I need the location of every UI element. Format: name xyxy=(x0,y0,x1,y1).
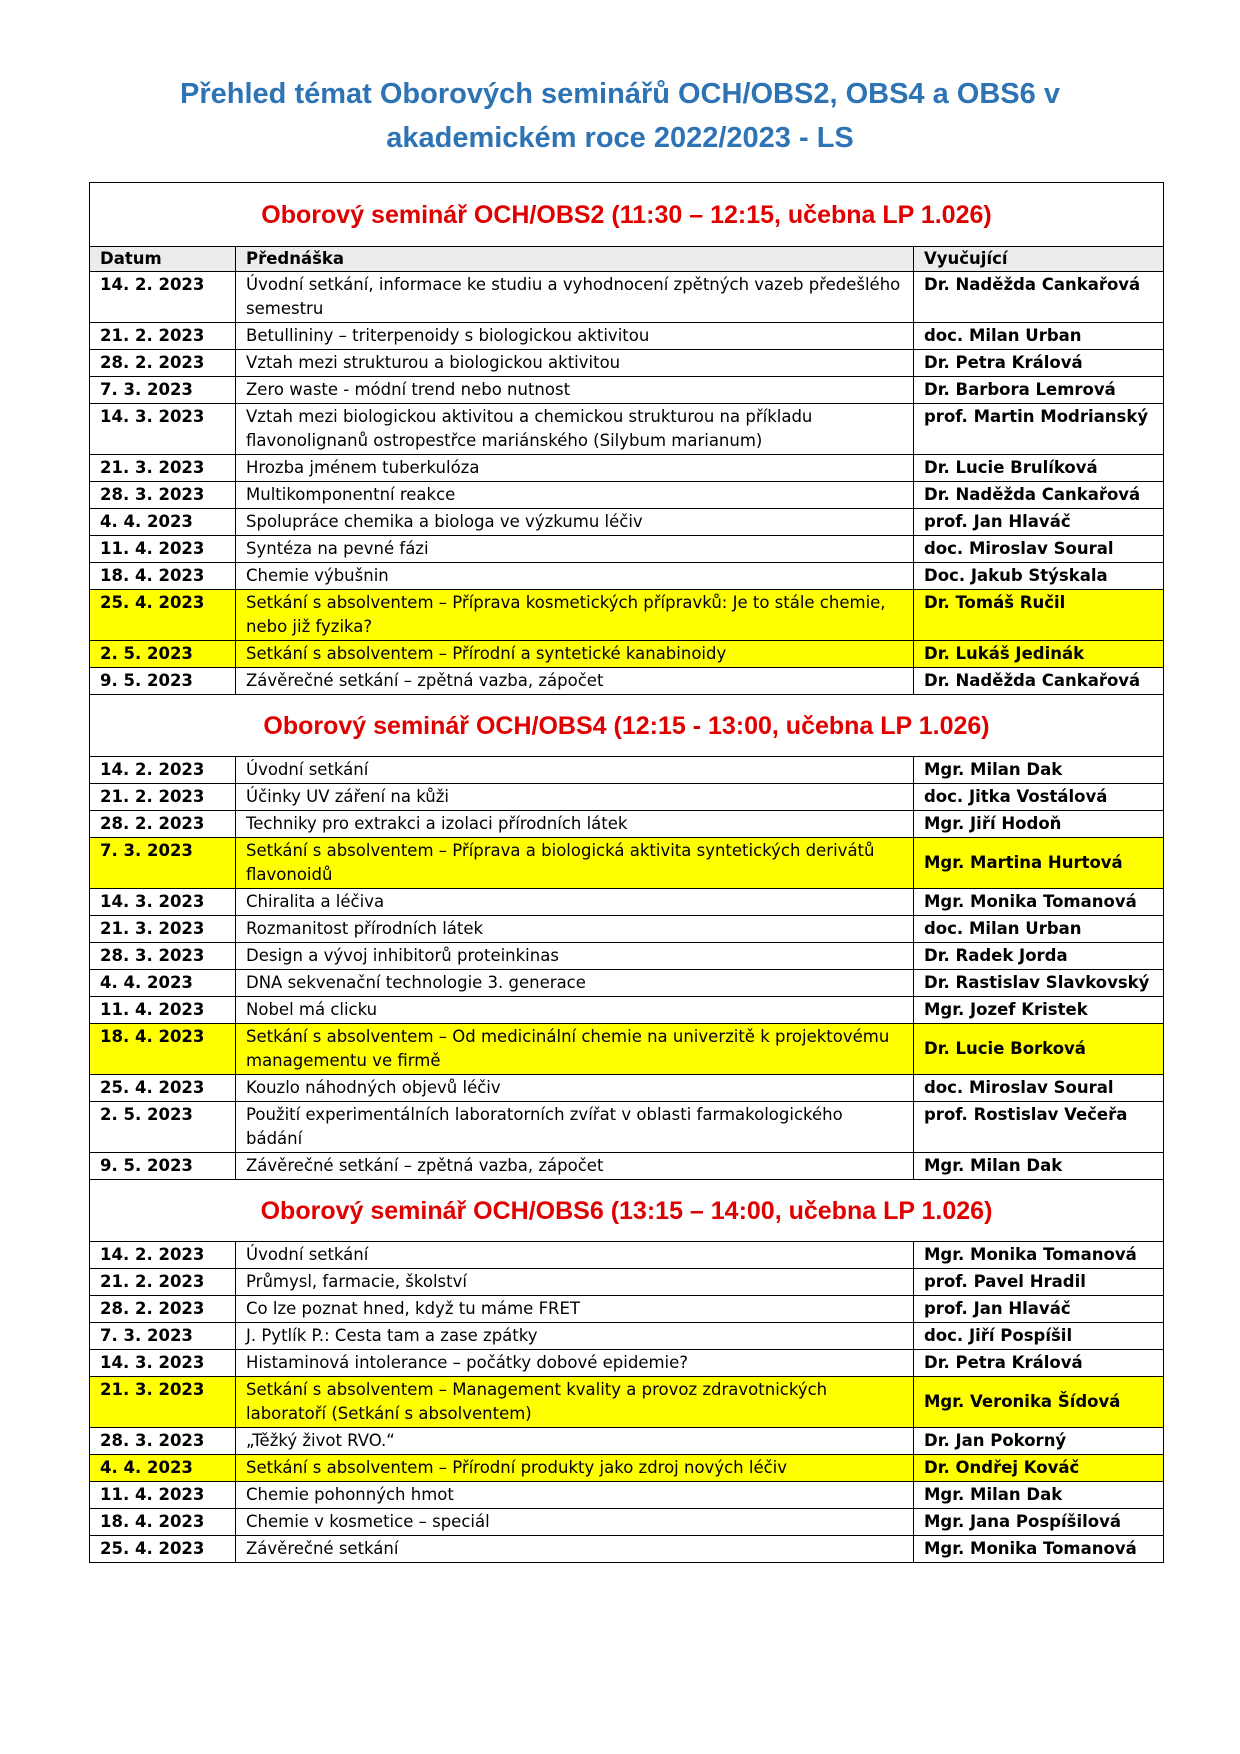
table-row xyxy=(90,1242,1164,1269)
section-title-row xyxy=(90,695,1164,757)
row-date: 21. 3. 2023 xyxy=(90,1377,236,1428)
row-date: 18. 4. 2023 xyxy=(90,563,236,590)
section-title: Oborový seminář OCH/OBS6 (13:15 – 14:00, učebna LP 1.026) xyxy=(90,1180,1164,1242)
row-lecturer: Mgr. Milan Dak xyxy=(914,757,1164,784)
row-lecturer: Dr. Jan Pokorný xyxy=(914,1428,1164,1455)
row-date: 4. 4. 2023 xyxy=(90,970,236,997)
row-lecture: Použití experimentálních laboratorních zvířat v oblasti farmakologického bádání xyxy=(236,1102,914,1153)
row-lecture: Úvodní setkání xyxy=(236,1242,914,1269)
row-lecturer: Dr. Petra Králová xyxy=(914,1350,1164,1377)
table-row xyxy=(90,1536,1164,1563)
table-row xyxy=(90,1153,1164,1180)
row-date: 21. 2. 2023 xyxy=(90,1269,236,1296)
row-date: 2. 5. 2023 xyxy=(90,641,236,668)
row-lecture: Chemie výbušnin xyxy=(236,563,914,590)
row-lecture: Chemie v kosmetice – speciál xyxy=(236,1509,914,1536)
row-lecturer: Mgr. Monika Tomanová xyxy=(914,1536,1164,1563)
row-lecture: J. Pytlík P.: Cesta tam a zase zpátky xyxy=(236,1323,914,1350)
row-lecturer: Dr. Rastislav Slavkovský xyxy=(914,970,1164,997)
row-lecture: Setkání s absolventem – Příprava kosmetických přípravků: Je to stále chemie, nebo již fyzika? xyxy=(236,590,914,641)
row-lecturer: Mgr. Jana Pospíšilová xyxy=(914,1509,1164,1536)
table-row xyxy=(90,970,1164,997)
table-row xyxy=(90,1482,1164,1509)
row-date: 4. 4. 2023 xyxy=(90,509,236,536)
table-row xyxy=(90,323,1164,350)
row-lecturer: Dr. Lukáš Jedinák xyxy=(914,641,1164,668)
row-lecturer: Mgr. Monika Tomanová xyxy=(914,1242,1164,1269)
table-row xyxy=(90,997,1164,1024)
column-header-date: Datum xyxy=(90,247,236,272)
table-row xyxy=(90,784,1164,811)
table-row xyxy=(90,1102,1164,1153)
row-lecture: Zero waste - módní trend nebo nutnost xyxy=(236,377,914,404)
row-lecturer: Mgr. Jiří Hodoň xyxy=(914,811,1164,838)
row-lecturer: Dr. Ondřej Kováč xyxy=(914,1455,1164,1482)
row-date: 14. 3. 2023 xyxy=(90,404,236,455)
table-row xyxy=(90,757,1164,784)
row-lecture: Rozmanitost přírodních látek xyxy=(236,916,914,943)
row-date: 28. 3. 2023 xyxy=(90,482,236,509)
row-date: 21. 3. 2023 xyxy=(90,916,236,943)
table-row xyxy=(90,509,1164,536)
row-lecturer: Dr. Lucie Borková xyxy=(914,1024,1164,1075)
column-header-lecturer: Vyučující xyxy=(914,247,1164,272)
row-date: 28. 3. 2023 xyxy=(90,943,236,970)
row-lecture: Techniky pro extrakci a izolaci přírodních látek xyxy=(236,811,914,838)
row-lecturer: Mgr. Martina Hurtová xyxy=(914,838,1164,889)
page-title-line-2: akademickém roce 2022/2023 - LS xyxy=(386,122,854,154)
row-lecture: Účinky UV záření na kůži xyxy=(236,784,914,811)
page-title xyxy=(0,72,1240,160)
row-lecturer: Mgr. Milan Dak xyxy=(914,1153,1164,1180)
section-title: Oborový seminář OCH/OBS2 (11:30 – 12:15, učebna LP 1.026) xyxy=(90,183,1164,247)
row-lecturer: Mgr. Veronika Šídová xyxy=(914,1377,1164,1428)
row-lecturer: Mgr. Jozef Kristek xyxy=(914,997,1164,1024)
row-lecturer: Dr. Naděžda Cankařová xyxy=(914,272,1164,323)
row-date: 18. 4. 2023 xyxy=(90,1024,236,1075)
row-date: 11. 4. 2023 xyxy=(90,536,236,563)
row-lecturer: Dr. Radek Jorda xyxy=(914,943,1164,970)
row-lecture: Úvodní setkání, informace ke studiu a vyhodnocení zpětných vazeb předešlého semestru xyxy=(236,272,914,323)
row-date: 25. 4. 2023 xyxy=(90,590,236,641)
row-lecturer: Mgr. Monika Tomanová xyxy=(914,889,1164,916)
column-header-lecture: Přednáška xyxy=(236,247,914,272)
row-lecture: Histaminová intolerance – počátky dobové epidemie? xyxy=(236,1350,914,1377)
section-title-row xyxy=(90,1180,1164,1242)
page-title-line-1: Přehled témat Oborových seminářů OCH/OBS2, OBS4 a OBS6 v xyxy=(180,78,1060,110)
table-row xyxy=(90,811,1164,838)
section-title-row xyxy=(90,183,1164,247)
section-title: Oborový seminář OCH/OBS4 (12:15 - 13:00, učebna LP 1.026) xyxy=(90,695,1164,757)
row-lecturer: Dr. Naděžda Cankařová xyxy=(914,668,1164,695)
row-date: 4. 4. 2023 xyxy=(90,1455,236,1482)
row-lecture: Závěrečné setkání – zpětná vazba, zápočet xyxy=(236,1153,914,1180)
table-row xyxy=(90,1075,1164,1102)
table-row xyxy=(90,1024,1164,1075)
schedule-table xyxy=(89,182,1164,1563)
row-lecture: Průmysl, farmacie, školství xyxy=(236,1269,914,1296)
table-row xyxy=(90,889,1164,916)
row-date: 28. 2. 2023 xyxy=(90,1296,236,1323)
row-date: 25. 4. 2023 xyxy=(90,1075,236,1102)
table-row xyxy=(90,943,1164,970)
row-date: 7. 3. 2023 xyxy=(90,377,236,404)
row-lecturer: Mgr. Milan Dak xyxy=(914,1482,1164,1509)
row-lecturer: Dr. Barbora Lemrová xyxy=(914,377,1164,404)
row-lecturer: doc. Miroslav Soural xyxy=(914,1075,1164,1102)
table-row xyxy=(90,272,1164,323)
row-lecture: Vztah mezi biologickou aktivitou a chemickou strukturou na příkladu flavonolignanů ostropestřce mariánského (Silybum marianum) xyxy=(236,404,914,455)
row-lecturer: doc. Milan Urban xyxy=(914,916,1164,943)
table-row xyxy=(90,1296,1164,1323)
row-date: 7. 3. 2023 xyxy=(90,838,236,889)
row-date: 21. 2. 2023 xyxy=(90,784,236,811)
row-lecture: Multikomponentní reakce xyxy=(236,482,914,509)
table-row xyxy=(90,1509,1164,1536)
row-lecture: Chiralita a léčiva xyxy=(236,889,914,916)
row-date: 11. 4. 2023 xyxy=(90,1482,236,1509)
row-lecture: Nobel má clicku xyxy=(236,997,914,1024)
table-row xyxy=(90,590,1164,641)
table-row xyxy=(90,1269,1164,1296)
row-lecturer: doc. Jitka Vostálová xyxy=(914,784,1164,811)
row-date: 18. 4. 2023 xyxy=(90,1509,236,1536)
row-lecturer: doc. Milan Urban xyxy=(914,323,1164,350)
row-lecture: Syntéza na pevné fázi xyxy=(236,536,914,563)
row-lecture: Úvodní setkání xyxy=(236,757,914,784)
row-lecturer: prof. Martin Modrianský xyxy=(914,404,1164,455)
row-lecturer: doc. Miroslav Soural xyxy=(914,536,1164,563)
row-lecturer: prof. Rostislav Večeřa xyxy=(914,1102,1164,1153)
table-row xyxy=(90,1350,1164,1377)
row-date: 21. 2. 2023 xyxy=(90,323,236,350)
table-row xyxy=(90,404,1164,455)
row-date: 9. 5. 2023 xyxy=(90,1153,236,1180)
row-date: 14. 2. 2023 xyxy=(90,272,236,323)
row-lecture: Co lze poznat hned, když tu máme FRET xyxy=(236,1296,914,1323)
row-lecturer: Dr. Petra Králová xyxy=(914,350,1164,377)
table-row xyxy=(90,377,1164,404)
row-lecture: Hrozba jménem tuberkulóza xyxy=(236,455,914,482)
row-date: 28. 2. 2023 xyxy=(90,811,236,838)
row-lecturer: Dr. Tomáš Ručil xyxy=(914,590,1164,641)
table-row xyxy=(90,536,1164,563)
row-lecture: Spolupráce chemika a biologa ve výzkumu léčiv xyxy=(236,509,914,536)
row-date: 14. 3. 2023 xyxy=(90,1350,236,1377)
table-row xyxy=(90,350,1164,377)
row-date: 28. 2. 2023 xyxy=(90,350,236,377)
row-date: 14. 2. 2023 xyxy=(90,1242,236,1269)
row-lecture: DNA sekvenační technologie 3. generace xyxy=(236,970,914,997)
row-date: 25. 4. 2023 xyxy=(90,1536,236,1563)
table-row xyxy=(90,455,1164,482)
row-lecture: Kouzlo náhodných objevů léčiv xyxy=(236,1075,914,1102)
table-row xyxy=(90,916,1164,943)
row-date: 11. 4. 2023 xyxy=(90,997,236,1024)
table-row xyxy=(90,482,1164,509)
schedule-body xyxy=(90,183,1164,1563)
row-lecture: Setkání s absolventem – Od medicinální chemie na univerzitě k projektovému managementu ve firmě xyxy=(236,1024,914,1075)
table-row xyxy=(90,668,1164,695)
row-lecturer: prof. Jan Hlaváč xyxy=(914,1296,1164,1323)
row-lecturer: prof. Pavel Hradil xyxy=(914,1269,1164,1296)
table-row xyxy=(90,641,1164,668)
row-lecturer: Doc. Jakub Stýskala xyxy=(914,563,1164,590)
row-lecture: Setkání s absolventem – Příprava a biologická aktivita syntetických derivátů flavonoidů xyxy=(236,838,914,889)
row-lecture: Vztah mezi strukturou a biologickou aktivitou xyxy=(236,350,914,377)
row-date: 14. 3. 2023 xyxy=(90,889,236,916)
table-row xyxy=(90,1428,1164,1455)
row-lecturer: Dr. Naděžda Cankařová xyxy=(914,482,1164,509)
row-lecture: Design a vývoj inhibitorů proteinkinas xyxy=(236,943,914,970)
row-lecture: Betullininy – triterpenoidy s biologickou aktivitou xyxy=(236,323,914,350)
row-lecture: „Těžký život RVO.“ xyxy=(236,1428,914,1455)
table-row xyxy=(90,1455,1164,1482)
row-lecture: Závěrečné setkání xyxy=(236,1536,914,1563)
row-lecture: Chemie pohonných hmot xyxy=(236,1482,914,1509)
row-date: 14. 2. 2023 xyxy=(90,757,236,784)
column-header-row xyxy=(90,247,1164,272)
row-lecture: Setkání s absolventem – Přírodní a syntetické kanabinoidy xyxy=(236,641,914,668)
row-date: 9. 5. 2023 xyxy=(90,668,236,695)
row-date: 28. 3. 2023 xyxy=(90,1428,236,1455)
row-date: 2. 5. 2023 xyxy=(90,1102,236,1153)
row-lecturer: prof. Jan Hlaváč xyxy=(914,509,1164,536)
row-lecturer: doc. Jiří Pospíšil xyxy=(914,1323,1164,1350)
row-date: 21. 3. 2023 xyxy=(90,455,236,482)
row-lecturer: Dr. Lucie Brulíková xyxy=(914,455,1164,482)
table-row xyxy=(90,563,1164,590)
table-row xyxy=(90,1377,1164,1428)
table-row xyxy=(90,838,1164,889)
row-lecture: Setkání s absolventem – Přírodní produkty jako zdroj nových léčiv xyxy=(236,1455,914,1482)
row-lecture: Setkání s absolventem – Management kvality a provoz zdravotnických laboratoří (Setkání s absolventem) xyxy=(236,1377,914,1428)
table-row xyxy=(90,1323,1164,1350)
row-date: 7. 3. 2023 xyxy=(90,1323,236,1350)
row-lecture: Závěrečné setkání – zpětná vazba, zápočet xyxy=(236,668,914,695)
